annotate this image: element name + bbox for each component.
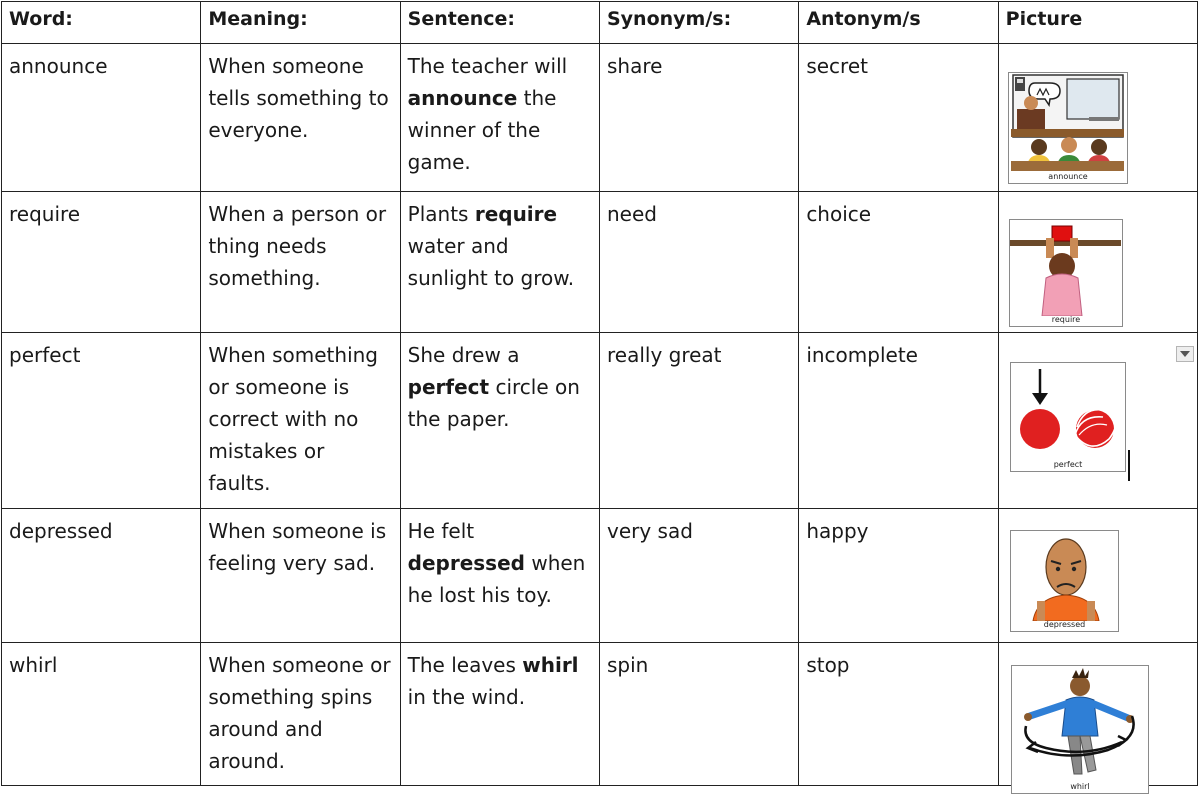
antonym-cell[interactable]: secret [799,44,998,192]
header-row [2,2,1198,44]
header-word[interactable]: Word: [2,2,201,44]
sentence-text: circle on the paper. [407,375,580,431]
antonym-cell[interactable]: stop [799,643,998,786]
synonym-cell[interactable]: very sad [599,509,798,643]
synonym-cell[interactable]: share [599,44,798,192]
sentence-text: He felt [407,519,475,543]
word-cell[interactable]: announce [2,44,201,192]
sentence-text: in the wind. [407,685,526,709]
word-cell[interactable]: depressed [2,509,201,643]
header-synonyms[interactable]: Synonym/s: [599,2,798,44]
sentence-text: the winner of the game. [407,86,557,174]
antonym-cell[interactable]: choice [799,192,998,333]
antonym-cell[interactable]: happy [799,509,998,643]
header-meaning[interactable]: Meaning: [201,2,400,44]
text-cursor [1128,450,1130,481]
sentence-text: Plants [407,202,475,226]
sentence-cell[interactable] [400,333,599,509]
require-symbol-graphic [1010,220,1121,316]
sentence-text: The teacher will [407,54,568,78]
header-antonyms[interactable]: Antonym/s [799,2,998,44]
header-picture[interactable]: Picture [998,2,1197,44]
antonym-cell[interactable]: incomplete [799,333,998,509]
sentence-cell[interactable] [400,509,599,643]
meaning-cell[interactable]: When something or someone is correct with no mistakes or faults. [201,333,400,509]
sentence-keyword: announce [407,86,518,110]
sentence-text: The leaves [407,653,523,677]
synonym-cell[interactable]: spin [599,643,798,786]
meaning-cell[interactable]: When someone or something spins around and around. [201,643,400,786]
word-cell[interactable]: require [2,192,201,333]
announce-symbol-icon[interactable] [1008,72,1128,184]
sentence-keyword: whirl [522,653,579,677]
header-sentence[interactable]: Sentence: [400,2,599,44]
meaning-cell[interactable]: When someone tells something to everyone. [201,44,400,192]
synonym-cell[interactable]: need [599,192,798,333]
depressed-symbol-graphic [1011,531,1117,621]
sentence-keyword: perfect [407,375,490,399]
picture-caption: require [1051,315,1081,324]
meaning-cell[interactable]: When a person or thing needs something. [201,192,400,333]
picture-caption: whirl [1070,782,1090,791]
picture-caption: perfect [1053,460,1083,469]
chevron-down-icon[interactable] [1176,346,1194,362]
word-cell[interactable]: perfect [2,333,201,509]
word-cell[interactable]: whirl [2,643,201,786]
sentence-keyword: require [474,202,558,226]
sentence-keyword: depressed [407,551,525,575]
perfect-symbol-graphic [1011,363,1124,461]
meaning-cell[interactable]: When someone is feeling very sad. [201,509,400,643]
sentence-text: water and sunlight to grow. [407,234,575,290]
whirl-symbol-graphic [1012,666,1147,782]
sentence-text: She drew a [407,343,520,367]
picture-caption: depressed [1043,620,1086,629]
announce-symbol-graphic [1009,73,1126,173]
sentence-cell[interactable] [400,192,599,333]
sentence-cell[interactable] [400,44,599,192]
sentence-cell[interactable] [400,643,599,786]
perfect-symbol-icon[interactable] [1010,362,1126,472]
synonym-cell[interactable]: really great [599,333,798,509]
sentence-text: when he lost his toy. [407,551,586,607]
picture-caption: announce [1048,172,1088,181]
depressed-symbol-icon[interactable] [1010,530,1119,632]
whirl-symbol-icon[interactable] [1011,665,1149,794]
require-symbol-icon[interactable] [1009,219,1123,327]
